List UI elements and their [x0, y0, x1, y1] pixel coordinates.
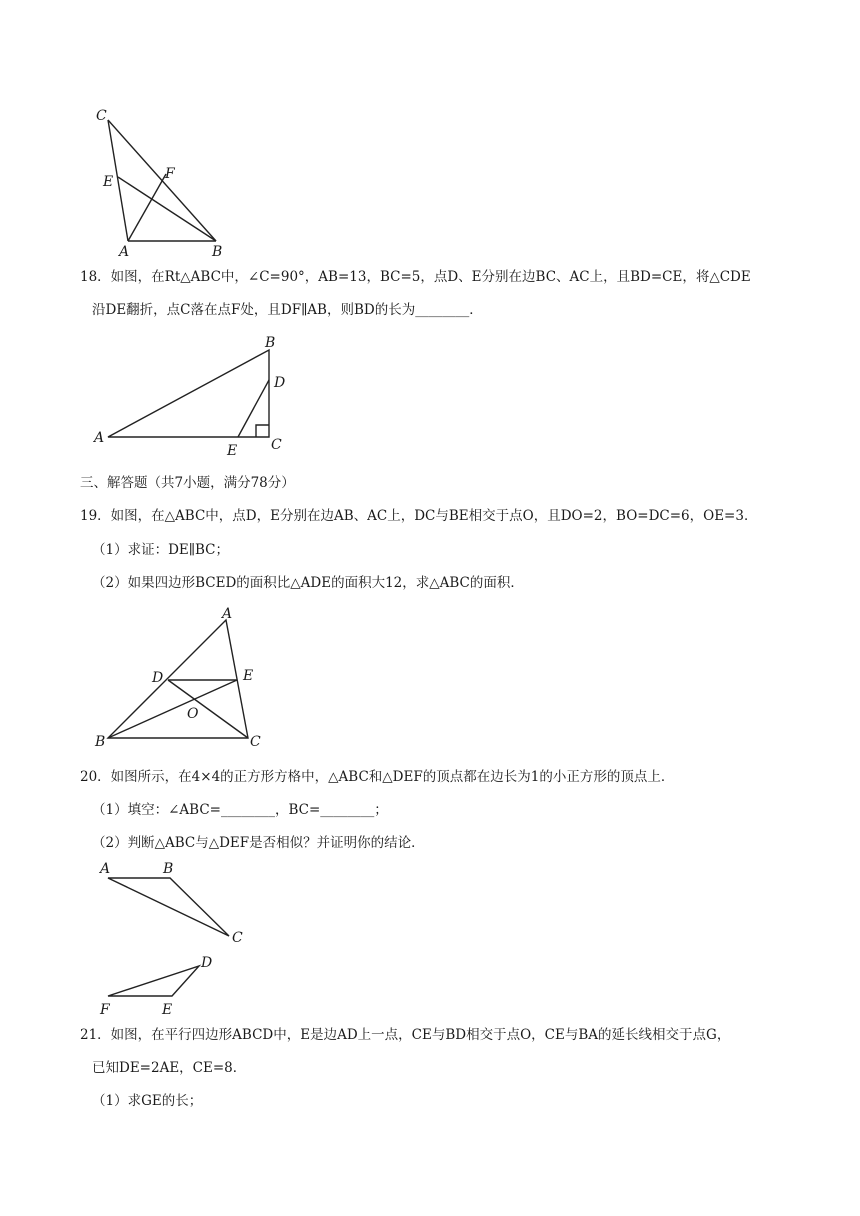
problem-20-stem-text: 20．如图所示，在4×4的正方形方格中，△ABC和△DEF的顶点都在边长为1的小正方形的顶点上．	[80, 769, 675, 785]
label-e: E	[243, 668, 254, 684]
problem-19-part-2-text: （2）如果四边形BCED的面积比△ADE的面积大12，求△ABC的面积．	[92, 575, 524, 591]
label-f: F	[165, 166, 175, 182]
problem-21-text-1: 21．如图，在平行四边形ABCD中，E是边AD上一点，CE与BD相交于点O，CE与BA的延长线相交于点G，	[80, 1027, 731, 1043]
label-e: E	[162, 1002, 173, 1018]
problem-20-part-1-text: （1）填空：∠ABC=________，BC=________；	[92, 802, 388, 818]
problem-20-part-2	[92, 834, 425, 852]
figure-18-svg	[88, 334, 298, 460]
label-b: B	[163, 861, 174, 877]
label-a: A	[119, 244, 130, 260]
triangle-def	[108, 966, 199, 996]
problem-21-part-1-text: （1）求GE的长；	[92, 1093, 203, 1109]
label-b: B	[212, 244, 223, 260]
figure-19	[92, 606, 272, 748]
problem-18-line-1	[80, 268, 751, 286]
right-angle-mark	[256, 425, 269, 437]
problem-18-line-2	[92, 301, 483, 319]
problem-20-part-1	[92, 801, 388, 819]
figure-17	[88, 104, 238, 264]
problem-19-stem	[80, 507, 757, 525]
label-c: C	[232, 930, 243, 946]
segment-be	[108, 680, 237, 738]
label-c: C	[96, 108, 107, 124]
label-o: O	[187, 706, 199, 722]
label-c: C	[250, 734, 261, 750]
label-b: B	[95, 734, 106, 750]
problem-19-stem-text: 19．如图，在△ABC中，点D，E分别在边AB、AC上，DC与BE相交于点O，且DO=2，BO=DC=6，OE=3．	[80, 508, 758, 524]
label-a: A	[94, 430, 105, 446]
problem-21-part-1	[92, 1092, 202, 1110]
problem-19-part-1	[92, 541, 229, 559]
problem-21-text-2: 已知DE=2AE，CE=8．	[92, 1060, 247, 1076]
label-d: D	[152, 670, 164, 686]
segment-dc	[168, 680, 248, 738]
problem-18-text-1: 18．如图，在Rt△ABC中，∠C=90°，AB=13，BC=5，点D、E分别在边BC、AC上，且BD=CE，将△CDE	[80, 269, 751, 285]
label-e: E	[227, 443, 238, 459]
label-e: E	[103, 174, 114, 190]
segment-af	[128, 174, 166, 241]
section-3-title-text: 三、解答题（共7小题，满分78分）	[80, 475, 295, 491]
label-a: A	[100, 861, 111, 877]
problem-20-stem	[80, 768, 674, 786]
figure-20	[92, 856, 262, 1020]
triangle-abc	[108, 620, 248, 738]
label-a: A	[222, 606, 233, 622]
figure-18	[88, 334, 298, 460]
figure-19-svg	[92, 606, 272, 748]
label-d: D	[274, 375, 286, 391]
label-f: F	[100, 1002, 110, 1018]
problem-18-text-2: 沿DE翻折，点C落在点F处，且DF∥AB，则BD的长为________．	[92, 302, 483, 318]
triangle-abc	[108, 878, 229, 936]
problem-20-part-2-text: （2）判断△ABC与△DEF是否相似？并证明你的结论．	[92, 835, 425, 851]
figure-17-svg	[88, 104, 238, 264]
figure-20-svg	[92, 856, 262, 1020]
section-3-title	[80, 474, 295, 492]
problem-21-line-2	[92, 1059, 246, 1077]
segment-ed	[238, 380, 269, 437]
label-b: B	[265, 335, 276, 351]
problem-21-line-1	[80, 1026, 730, 1044]
label-d: D	[201, 955, 213, 971]
problem-19-part-1-text: （1）求证：DE∥BC；	[92, 542, 230, 558]
label-c: C	[271, 437, 282, 453]
problem-19-part-2	[92, 574, 524, 592]
